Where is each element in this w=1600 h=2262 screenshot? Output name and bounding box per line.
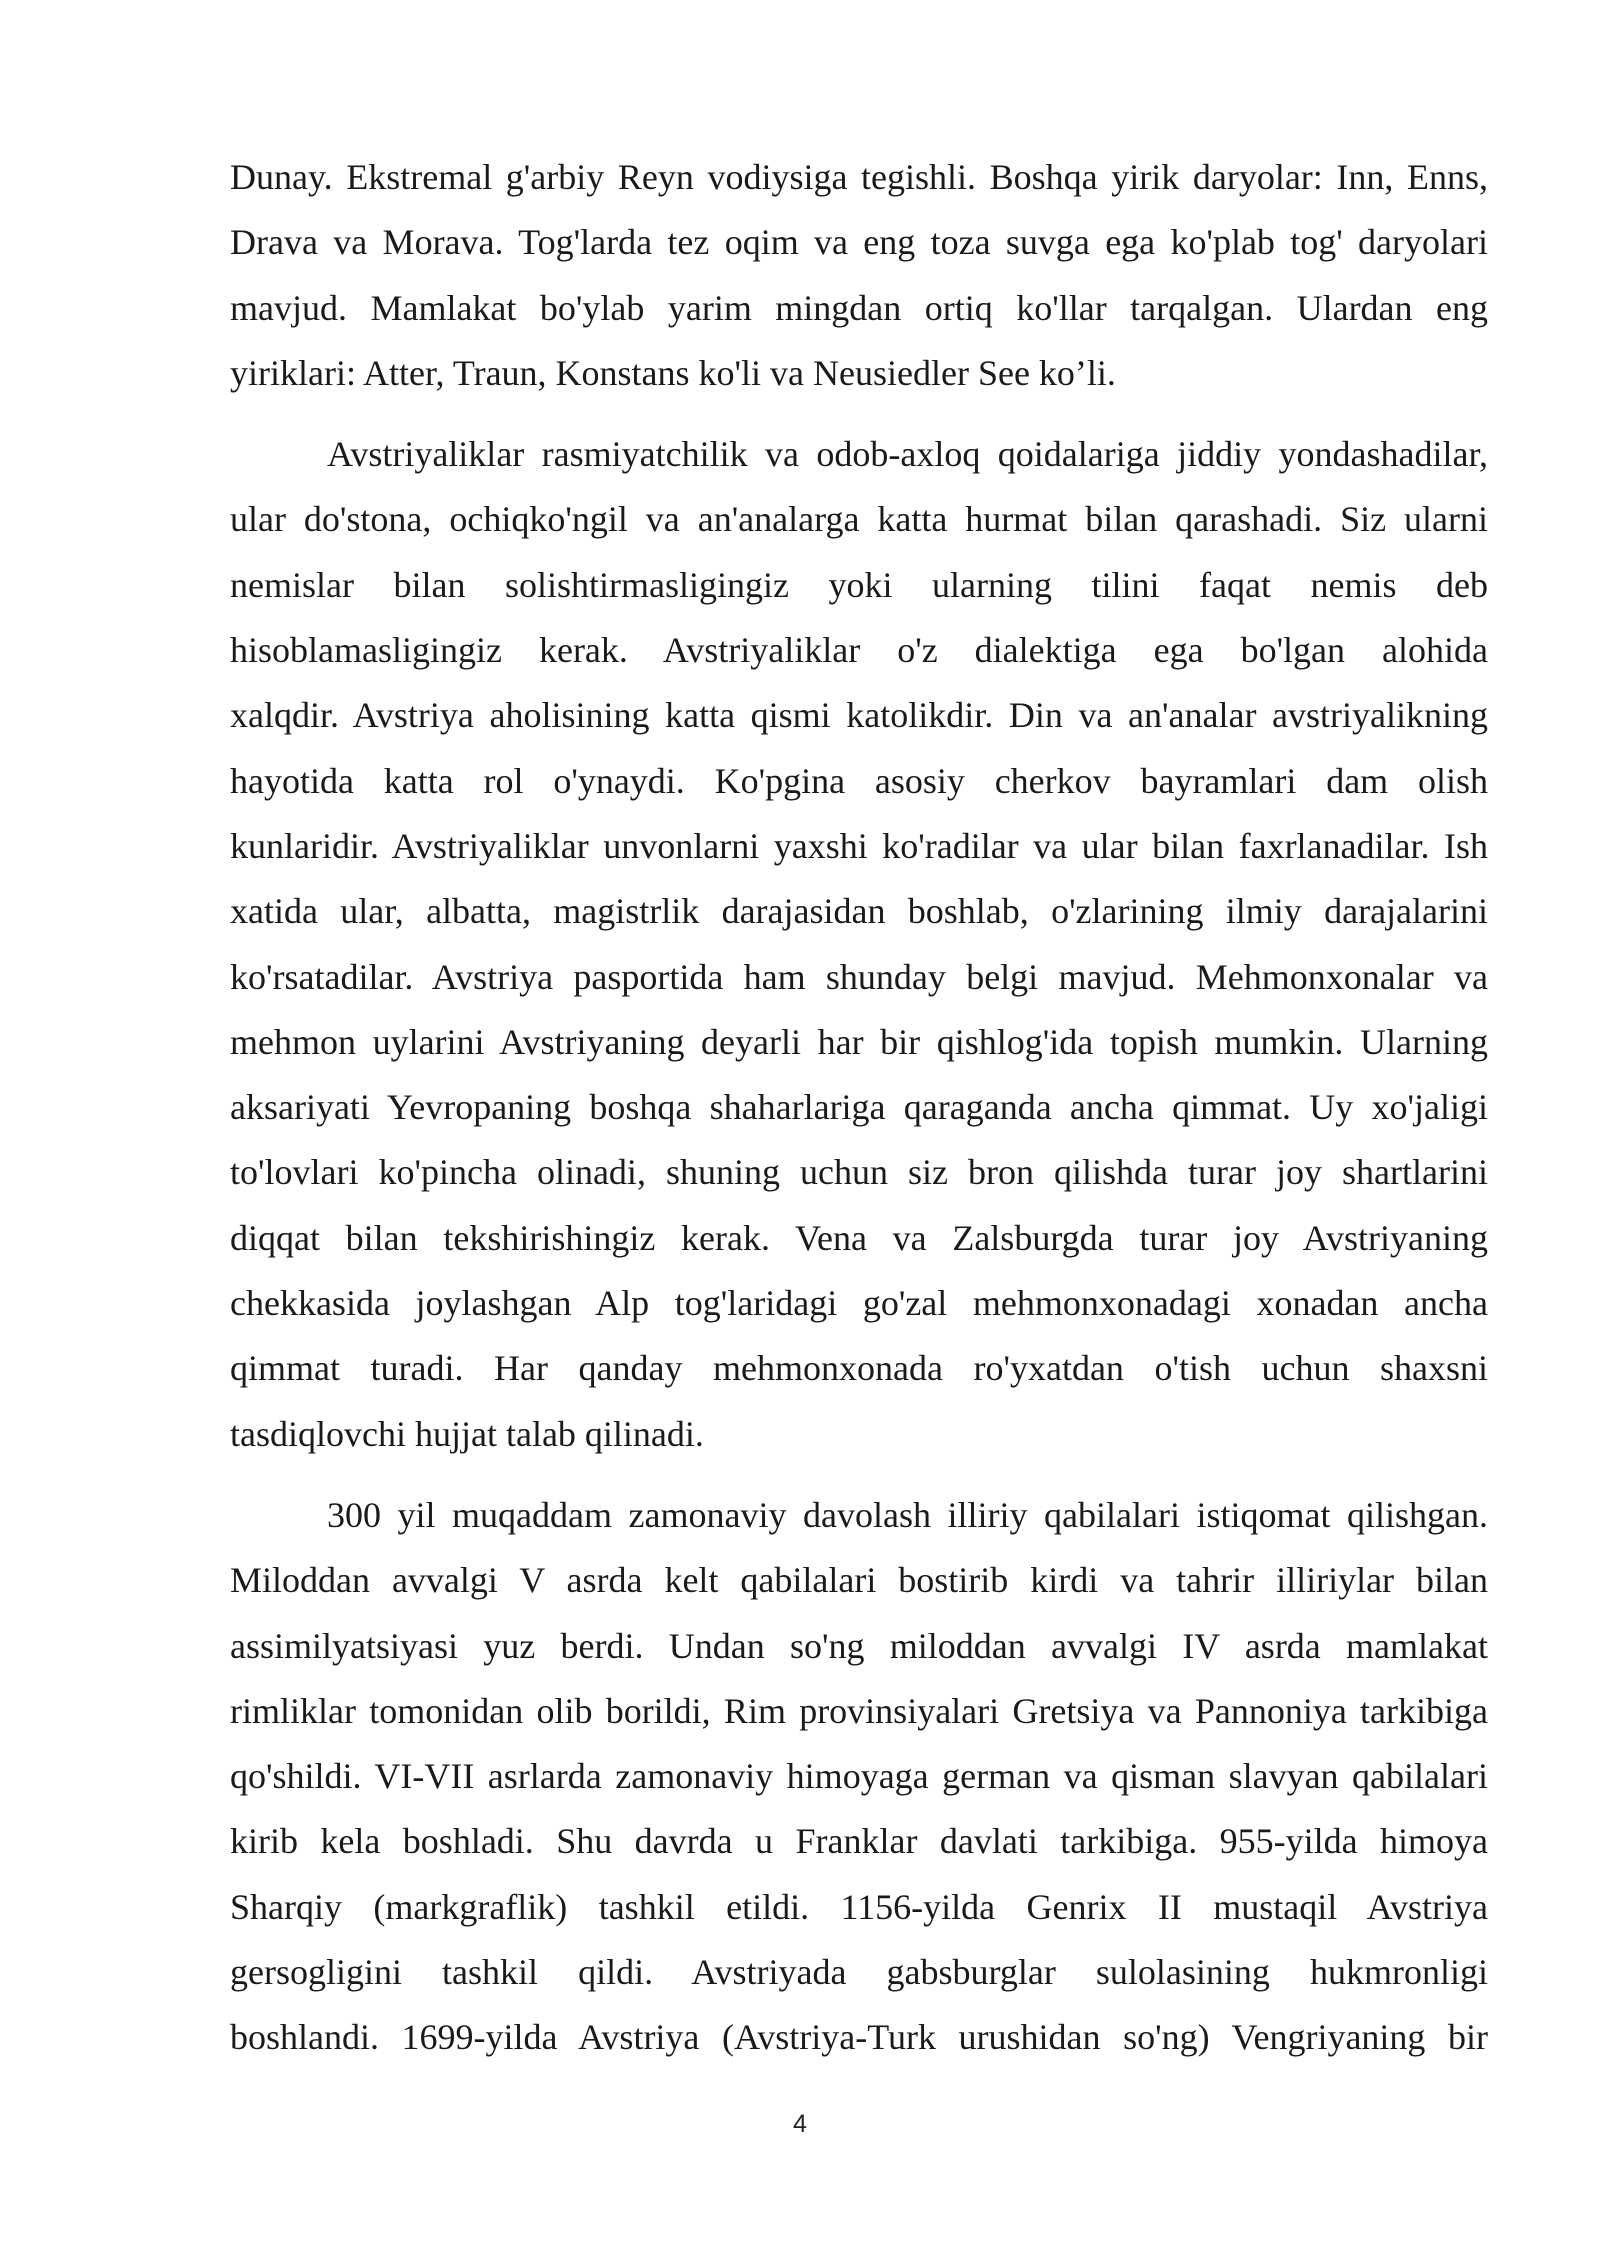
text-line: mehmon uylarini Avstriyaning deyarli har bir qishlog'ida topish mumkin. Ularning [230,1021,1488,1062]
text-line: xalqdir. Avstriya aholisining katta qismi katolikdir. Din va an'analar avstriyalikning [230,695,1488,736]
text-line: Drava va Morava. Tog'larda tez oqim va eng toza suvga ega ko'plab tog' daryolari [230,222,1488,263]
text-line: hisoblamasligingiz kerak. Avstriyaliklar o'z dialektiga ega bo'lgan alohida [230,630,1488,671]
text-line: 300 yil muqaddam zamonaviy davolash illiriy qabilalari istiqomat qilishgan. [327,1494,1488,1535]
page-number: 4 [793,2110,807,2138]
text-line: to'lovlari ko'pincha olinadi, shuning uchun siz bron qilishda turar joy shartlarini [230,1152,1488,1193]
text-line: chekkasida joylashgan Alp tog'laridagi go'zal mehmonxonadagi xonadan ancha [230,1283,1488,1324]
text-line: kirib kela boshladi. Shu davrda u Franklar davlati tarkibiga. 955-yilda himoya [230,1821,1488,1862]
paragraph [230,145,1488,406]
text-line: diqqat bilan tekshirishingiz kerak. Vena va Zalsburgda turar joy Avstriyaning [230,1217,1488,1258]
text-line: kunlaridir. Avstriyaliklar unvonlarni yaxshi ko'radilar va ular bilan faxrlanadilar. Ish [230,825,1488,866]
paragraph [230,1483,1488,2071]
text-line: nemislar bilan solishtirmasligingiz yoki ularning tilini faqat nemis deb [230,564,1488,605]
text-line: tasdiqlovchi hujjat talab qilinadi. [230,1413,704,1454]
text-line: boshlandi. 1699-yilda Avstriya (Avstriya-Turk urushidan so'ng) Vengriyaning bir [230,2017,1488,2058]
text-line: hayotida katta rol o'ynaydi. Ko'pgina asosiy cherkov bayramlari dam olish [230,760,1488,801]
body-text [230,145,1488,2071]
text-line: Avstriyaliklar rasmiyatchilik va odob-axloq qoidalariga jiddiy yondashadilar, [327,434,1488,475]
text-line: aksariyati Yevropaning boshqa shaharlariga qaraganda ancha qimmat. Uy xo'jaligi [230,1087,1488,1128]
text-line: xatida ular, albatta, magistrlik darajasidan boshlab, o'zlarining ilmiy darajalarini [230,891,1488,932]
text-line: qimmat turadi. Har qanday mehmonxonada ro'yxatdan o'tish uchun shaxsni [230,1348,1488,1389]
text-line: rimliklar tomonidan olib borildi, Rim provinsiyalari Gretsiya va Pannoniya tarkibiga [230,1690,1488,1731]
text-line: ko'rsatadilar. Avstriya pasportida ham shunday belgi mavjud. Mehmonxonalar va [230,956,1488,997]
text-line: gersogligini tashkil qildi. Avstriyada gabsburglar sulolasining hukmronligi [230,1952,1488,1993]
text-line: Miloddan avvalgi V asrda kelt qabilalari bostirib kirdi va tahrir illiriylar bilan [230,1560,1488,1601]
text-line: Sharqiy (markgraflik) tashkil etildi. 1156-yilda Genrix II mustaqil Avstriya [230,1886,1488,1927]
paragraph [230,422,1488,1467]
text-line: assimilyatsiyasi yuz berdi. Undan so'ng miloddan avvalgi IV asrda mamlakat [230,1625,1488,1666]
text-line: Dunay. Ekstremal g'arbiy Reyn vodiysiga tegishli. Boshqa yirik daryolar: Inn, Enns, [230,157,1488,197]
text-line: mavjud. Mamlakat bo'ylab yarim mingdan ortiq ko'llar tarqalgan. Ulardan eng [230,287,1488,328]
text-line: qo'shildi. VI-VII asrlarda zamonaviy himoyaga german va qisman slavyan qabilalari [230,1756,1488,1797]
text-line: yiriklari: Atter, Traun, Konstans ko'li va Neusiedler See ko’li. [230,352,1116,393]
text-line: ular do'stona, ochiqko'ngil va an'analarga katta hurmat bilan qarashadi. Siz ularni [230,499,1488,540]
